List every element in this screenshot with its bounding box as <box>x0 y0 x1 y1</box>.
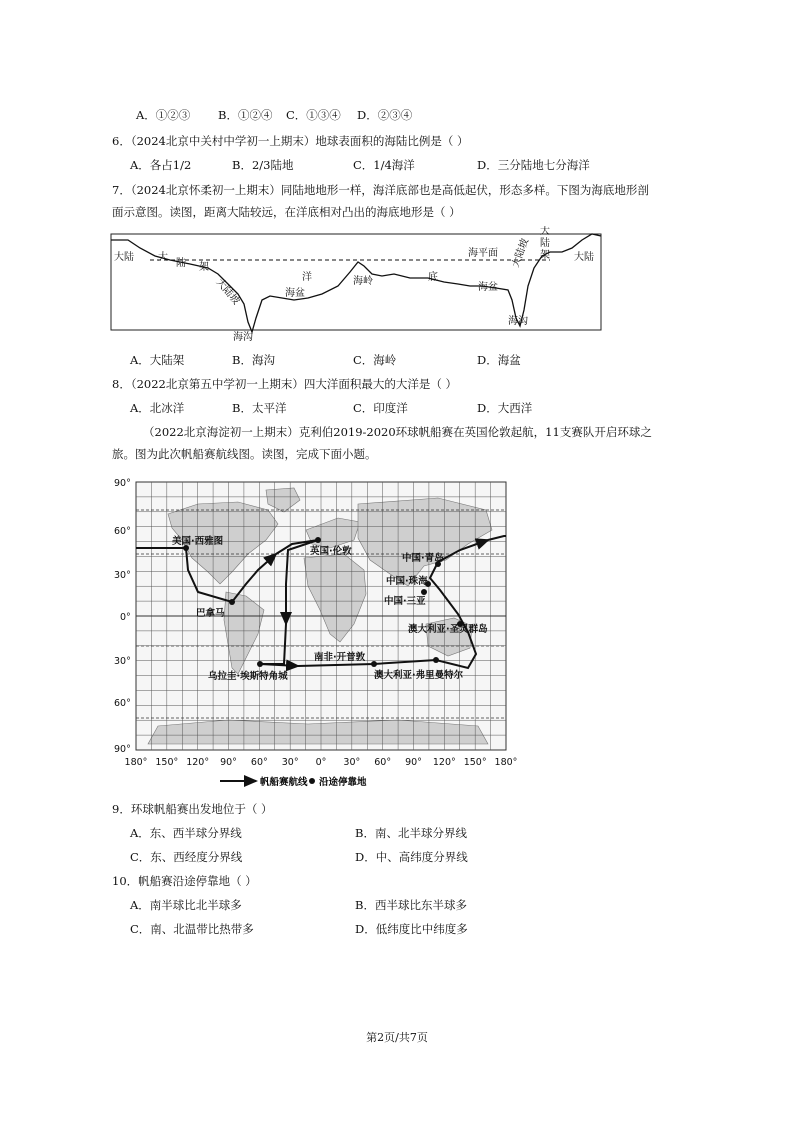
lat-label-30s: 30° <box>114 656 131 667</box>
q5-option-b: B．①②④ <box>218 108 273 122</box>
page-footer: 第2页/共7页 <box>366 1031 428 1044</box>
intro-line1: （2022北京海淀初一上期末）克利伯2019-2020环球帆船赛在英国伦敦起航，11支赛队开启环球之 <box>143 425 652 439</box>
longitude-label: 30° <box>343 757 361 768</box>
longitude-label: 120° <box>186 757 210 768</box>
label-panama: 巴拿马 <box>196 608 225 619</box>
label-trench-right: 海沟 <box>508 316 528 327</box>
q10-option-c: C．南、北温带比热带多 <box>130 922 254 936</box>
q10-option-d: D．低纬度比中纬度多 <box>355 922 468 936</box>
stop-sanya <box>421 589 427 595</box>
q7-stem-line1: 7．（2024北京怀柔初一上期末）同陆地地形一样，海洋底部也是高低起伏，形态多样。下图为海底地形剖 <box>112 183 649 197</box>
q9-option-c: C．东、西经度分界线 <box>130 850 243 864</box>
label-slope-left: 大陆坡 <box>213 276 242 307</box>
stop-london <box>315 537 321 543</box>
label-shelf-left-2: 陆 <box>176 258 186 269</box>
q9-option-a: A．东、西半球分界线 <box>130 826 242 840</box>
label-zhuhai: 中国·珠海 <box>386 576 428 587</box>
longitude-label: 120° <box>432 757 456 768</box>
lat-label-0: 0° <box>120 612 131 623</box>
q5-option-c: C．①③④ <box>286 108 341 122</box>
label-london: 英国·伦敦 <box>310 546 352 557</box>
label-punta-del-este: 乌拉圭·埃斯特角城 <box>208 671 288 682</box>
q6-option-b: B．2/3陆地 <box>232 158 294 172</box>
longitude-label: 150° <box>155 757 179 768</box>
q5-option-a: A．①②③ <box>136 108 191 122</box>
label-cape-town: 南非·开普敦 <box>314 652 366 663</box>
q8-option-a: A．北冰洋 <box>130 401 185 415</box>
longitude-labels <box>125 757 518 768</box>
label-sanya: 中国·三亚 <box>384 596 426 607</box>
q7-option-d: D．海盆 <box>477 353 521 367</box>
q9-option-d: D．中、高纬度分界线 <box>355 850 468 864</box>
longitude-label: 180° <box>494 757 518 768</box>
q10-option-a: A．南半球比北半球多 <box>130 898 242 912</box>
q7-option-b: B．海沟 <box>232 353 275 367</box>
lat-label-60n: 60° <box>114 526 131 537</box>
q9-option-b: B．南、北半球分界线 <box>355 826 467 840</box>
q7-stem-line2: 面示意图。读图，距离大陆较远，在洋底相对凸出的海底地形是（ ） <box>112 205 461 219</box>
stop-cape-town <box>371 661 377 667</box>
q10-option-b: B．西半球比东半球多 <box>355 898 467 912</box>
q6-option-a: A．各占1/2 <box>130 158 192 172</box>
label-ocean-2: 底 <box>428 272 438 283</box>
q6-stem: 6．（2024北京中关村中学初一上期末）地球表面积的海陆比例是（ ） <box>112 134 469 148</box>
label-ridge: 海岭 <box>353 276 373 287</box>
longitude-label: 30° <box>281 757 299 768</box>
label-shelf-left-1: 大 <box>158 252 168 263</box>
label-basin-left: 海盆 <box>285 288 305 299</box>
label-whitsundays: 澳大利亚·圣灵群岛 <box>408 624 488 635</box>
label-ocean-1: 洋 <box>302 272 312 283</box>
q7-option-c: C．海岭 <box>353 353 397 367</box>
stop-punta-del-este <box>257 661 263 667</box>
q8-option-c: C．印度洋 <box>353 401 408 415</box>
label-shelf-right-3: 架 <box>540 250 550 261</box>
legend-stop-label: 沿途停靠地 <box>319 777 367 788</box>
label-fremantle: 澳大利亚·弗里曼特尔 <box>374 670 464 681</box>
stop-panama <box>229 599 235 605</box>
q6-option-c: C．1/4海洋 <box>353 158 415 172</box>
label-shelf-left-3: 架 <box>199 262 209 273</box>
label-land-left: 大陆 <box>114 252 134 263</box>
longitude-label: 90° <box>220 757 237 768</box>
label-basin-right: 海盆 <box>478 282 498 293</box>
stop-fremantle <box>433 657 439 663</box>
longitude-label: 90° <box>405 757 422 768</box>
label-trench-left: 海沟 <box>233 332 253 343</box>
q10-stem: 10．帆船赛沿途停靠地（ ） <box>112 874 257 888</box>
longitude-label: 150° <box>463 757 487 768</box>
q9-stem: 9．环球帆船赛出发地位于（ ） <box>112 802 273 816</box>
antarctica <box>148 720 488 744</box>
q8-option-d: D．大西洋 <box>477 401 533 415</box>
label-shelf-right-2: 陆 <box>540 238 550 249</box>
lat-label-90n: 90° <box>114 478 131 489</box>
longitude-label: 60° <box>250 757 268 768</box>
longitude-label: 180° <box>124 757 148 768</box>
lat-label-30n: 30° <box>114 570 131 581</box>
q8-option-b: B．太平洋 <box>232 401 287 415</box>
longitude-label: 60° <box>374 757 392 768</box>
label-slope-right: 大陆坡 <box>510 237 532 270</box>
map-legend <box>220 776 367 788</box>
label-land-right: 大陆 <box>574 252 594 263</box>
longitude-label: 0° <box>315 757 327 768</box>
label-shelf-right-1: 大 <box>540 226 550 237</box>
legend-stop-dot <box>309 778 315 784</box>
q8-stem: 8．（2022北京第五中学初一上期末）四大洋面积最大的大洋是（ ） <box>112 377 457 391</box>
legend-route-label: 帆船赛航线 <box>260 777 308 788</box>
lat-label-60s: 60° <box>114 698 131 709</box>
lat-label-90s: 90° <box>114 744 131 755</box>
q6-option-d: D．三分陆地七分海洋 <box>477 158 590 172</box>
q5-option-d: D．②③④ <box>357 108 413 122</box>
sailing-route-map <box>108 474 520 790</box>
intro-line2: 旅。图为此次帆船赛航线图。读图，完成下面小题。 <box>112 447 377 461</box>
label-qingdao: 中国·青岛 <box>402 553 444 564</box>
q7-option-a: A．大陆架 <box>130 353 185 367</box>
label-seattle: 美国·西雅图 <box>172 536 224 547</box>
seafloor-profile-diagram <box>110 226 604 344</box>
label-sea-level: 海平面 <box>468 248 498 259</box>
